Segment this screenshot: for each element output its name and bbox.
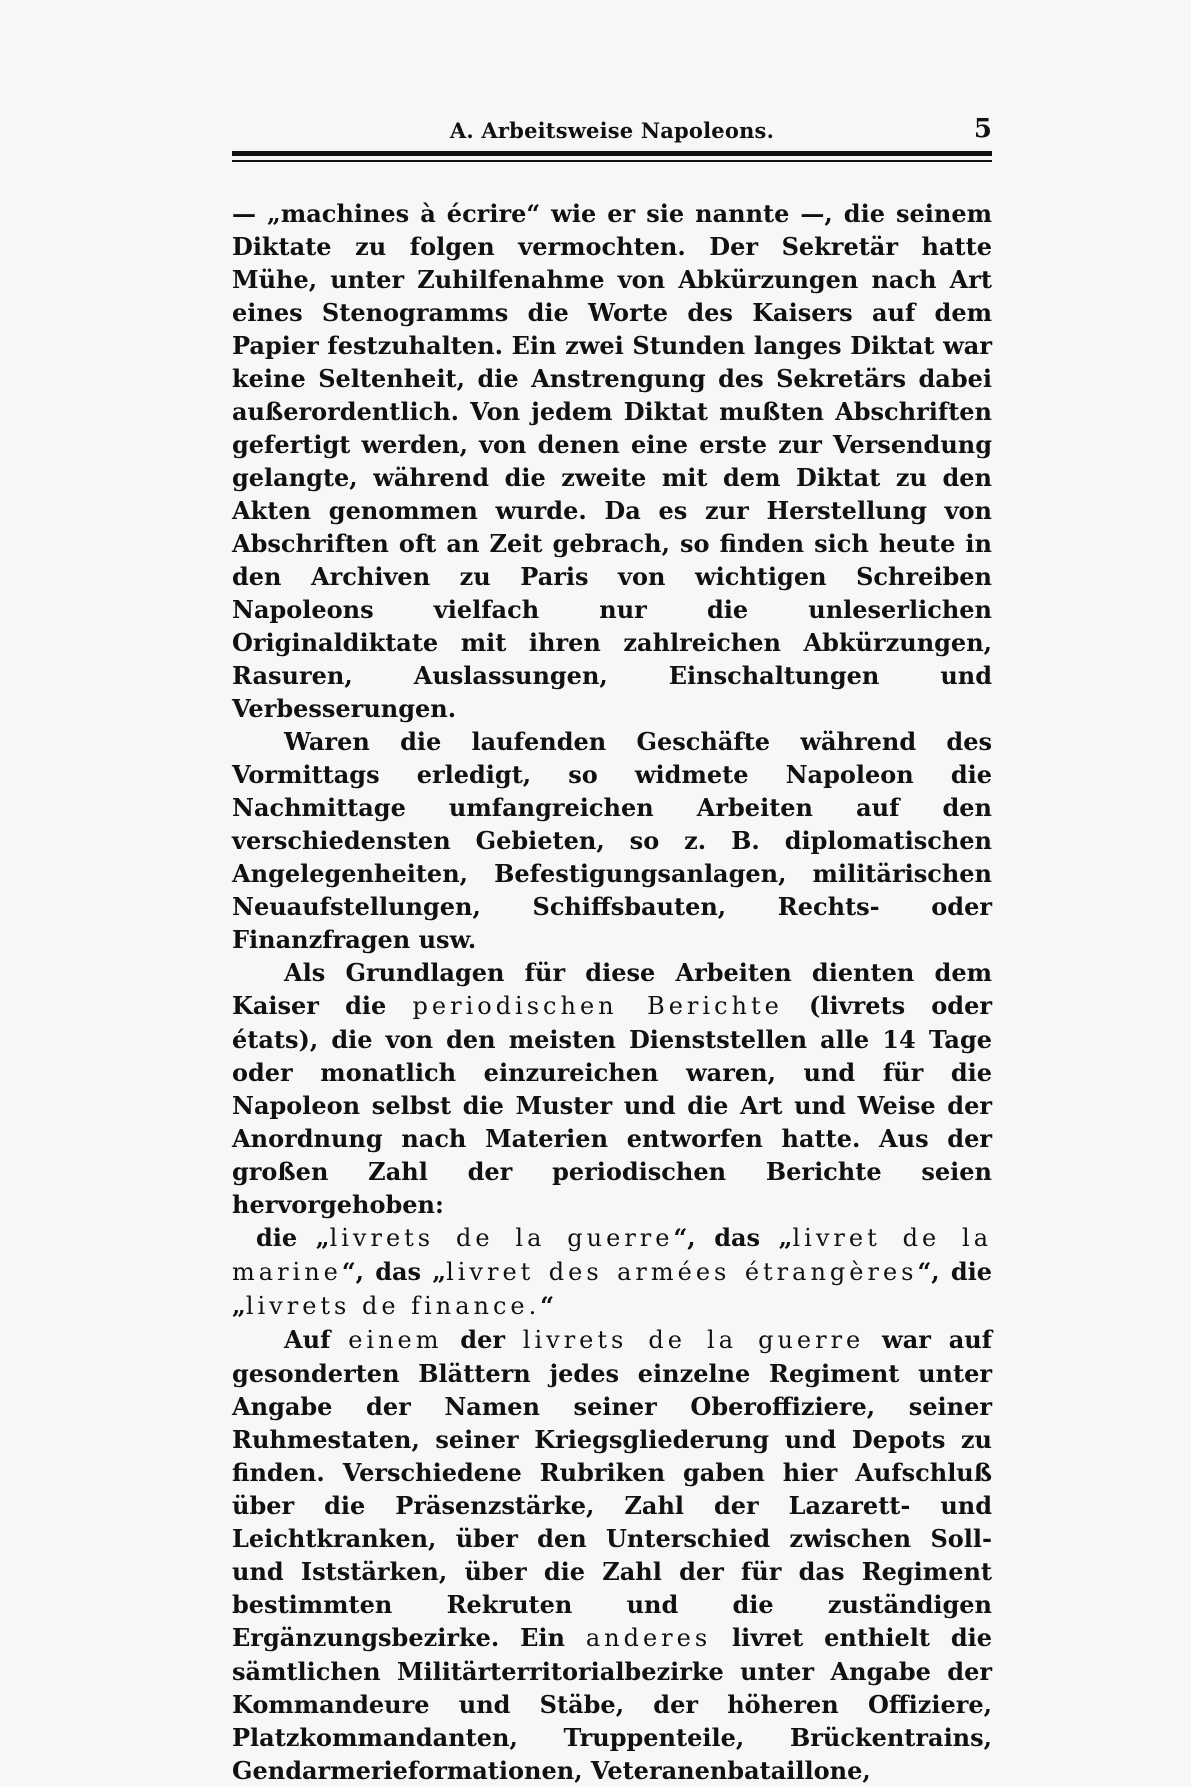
paragraph-3-lead: Als Grundlagen für diese Arbeiten dienten dem Kaiser die [232,958,992,1020]
paragraph-3 [232,956,992,1221]
text-fragment: “ [540,1291,555,1320]
spaced-term-livrets-de-la-guerre-2: livrets de la guerre [522,1326,865,1354]
page-header [232,110,992,154]
text-fragment: livret enthielt die sämtlichen Militärterritorialbezirke unter Angabe der Kommandeure und Stäbe, der höheren Offiziere, Platzkommandanten, Truppenteile, Brückentrains, Gendarmerieformationen, Veteranenbataillone, [232,1623,992,1785]
spaced-term-livrets-de-la-guerre: livrets de la guerre [329,1224,674,1252]
text-fragment: Auf [284,1325,331,1354]
text-fragment: “, das „ [341,1257,447,1286]
text-fragment: “, das „ [673,1223,793,1252]
spaced-term-anderes: anderes [585,1624,712,1652]
text-fragment: “, die „ [232,1257,992,1320]
text-fragment: die „ [256,1223,330,1252]
spaced-term-livret-des-armees: livret des armées étrangères [446,1258,918,1286]
paragraph-2: Waren die laufenden Geschäfte während des Vormittags erledigt, so widmete Napoleon die Nachmittage umfangreichen Arbeiten auf den verschiedensten Gebieten, so z. B. diplomatischen Angelegenheiten, Befestigungsanlagen, militärischen Neuaufstellungen, Schiffsbauten, Rechts- oder Finanzfragen usw. [232,727,992,954]
paragraph-4-livrets [232,1221,992,1323]
spaced-term-periodische-berichte: periodischen Berichte [412,992,783,1020]
paragraph-1: — „machines à écrire“ wie er sie nannte —, die seinem Diktate zu folgen vermochten. Der Sekretär hatte Mühe, unter Zuhilfenahme von Abkürzungen nach Art eines Stenogramms die Worte des Kaisers auf dem Papier festzuhalten. Ein zwei Stunden langes Diktat war keine Seltenheit, die Anstrengung des Sekretärs dabei außerordentlich. Von jedem Diktat mußten Abschriften gefertigt werden, von denen eine erste zur Versendung gelangte, während die zweite mit dem Diktat zu den Akten genommen wurde. Da es zur Herstellung von Abschriften oft an Zeit gebrach, so finden sich heute in den Archiven zu Paris von wichtigen Schreiben Napoleons vielfach nur die unleserlichen Originaldiktate mit ihren zahlreichen Abkürzungen, Rasuren, Auslassungen, Einschaltungen und Verbesserungen. [232,199,992,723]
paragraph-5 [232,1323,992,1787]
spaced-term-livrets-de-finance: livrets de finance. [245,1292,541,1320]
text-fragment: war auf gesonderten Blättern jedes einzelne Regiment unter Angabe der Namen seiner Oberoffiziere, seiner Ruhmestaten, seiner Kriegsgliederung und Depots zu finden. Verschiedene Rubriken gaben hier Aufschluß über die Präsenzstärke, Zahl der Lazarett- und Leichtkranken, über den Unterschied zwischen Soll- und Iststärken, über die Zahl der für das Regiment bestimmten Rekruten und die zuständigen Ergänzungsbezirke. Ein [232,1325,993,1652]
paragraph-3-rest: (livrets oder états), die von den meisten Dienststellen alle 14 Tage oder monatlich einzureichen waren, und für die Napoleon selbst die Muster und die Art und Weise der Anordnung nach Materien entworfen hatte. Aus der großen Zahl der periodischen Berichte seien hervorgehoben: [232,991,992,1219]
text-fragment: der [460,1325,505,1354]
page-number: 5 [973,114,992,144]
spaced-term-livret-de-la-marine: livret de la marine [232,1224,993,1286]
header-rule-thin [232,160,992,162]
running-head: A. Arbeitsweise Napoleons. [449,118,775,143]
header-rule-thick [232,151,992,156]
spaced-term-einem: einem [348,1326,443,1354]
body-text [232,197,992,1787]
